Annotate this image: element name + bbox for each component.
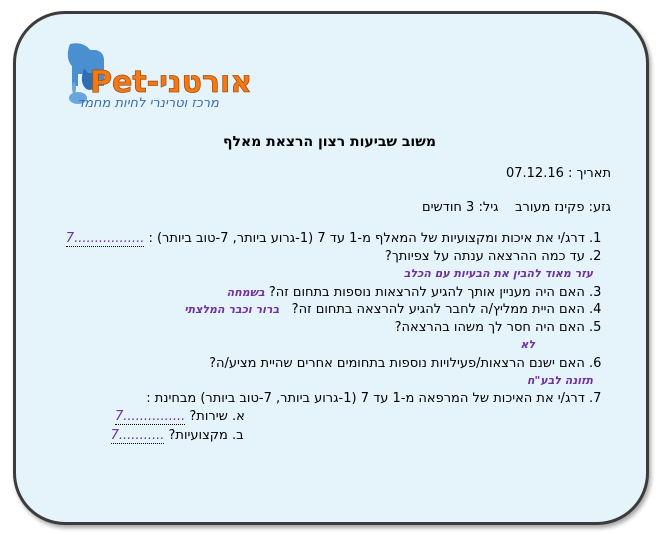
question-text: האם היה חסר לך משהו בהרצאה? (394, 320, 585, 335)
question-number: 2. (589, 249, 602, 264)
sub-item-service (115, 409, 254, 425)
question-number: 6. (589, 356, 602, 371)
question-number: 5. (589, 320, 602, 335)
sub-item-professionalism (111, 428, 254, 444)
rating-fill[interactable]: ...............7 (114, 409, 186, 424)
page-title: משוב שביעות רצון הרצאת מאלף (223, 134, 436, 150)
answer-5[interactable]: לא (520, 338, 535, 351)
date-value: 07.12.16 (505, 166, 564, 181)
answer-4[interactable]: ברור וכבר המלצתי (184, 303, 280, 316)
question-text: האם ישנם הרצאות/פעילויות נוספות בתחומים אחרים שהיית מציע/ה? (209, 356, 585, 371)
question-1 (66, 231, 611, 247)
breed-value: פקינז מעורב (515, 200, 585, 215)
logo-subtitle: מרכז וטרינרי לחיות מחמד (77, 96, 219, 111)
logo-text: Pet-אורטני (90, 65, 253, 100)
question-number: 3. (589, 285, 602, 300)
date-row (506, 166, 611, 181)
breed-label: גזע: (588, 200, 611, 215)
question-4 (184, 302, 611, 317)
answer-6[interactable]: תזונה לבע"ח (526, 374, 593, 387)
question-text: עד כמה ההרצאה ענתה על צפיותך? (384, 249, 585, 264)
question-3 (227, 285, 611, 300)
sub-item-text: מקצועיות? (168, 428, 228, 443)
question-number: 7. (589, 391, 602, 406)
rating-fill[interactable]: ...........7 (110, 428, 165, 443)
question-number: 1. (589, 231, 602, 246)
question-number: 4. (589, 302, 602, 317)
question-text: דרג/י את האיכות של המרפאה מ-1 עד 7 (1-גרוע ביותר, 7-טוב ביותר) מבחינת : (146, 391, 585, 406)
age-label: גיל: (478, 200, 499, 215)
sub-item-letter: א. (232, 409, 245, 424)
question-5 (395, 320, 611, 335)
question-7 (146, 391, 611, 406)
question-text: האם היה מעניין אותך להגיע להרצאות נוספות בתחום זה? (268, 285, 585, 300)
answer-2[interactable]: עזר מאוד להבין את הבעיות עם הכלב (403, 267, 593, 280)
question-text: דרג/י את איכות ומקצועיות של המאלף מ-1 עד 7 (1-גרוע ביותר, 7-טוב ביותר) : (148, 231, 585, 246)
question-6 (209, 356, 611, 371)
question-text: האם היית ממליץ/ה לחבר להגיע להרצאה בתחום זה? (291, 302, 585, 317)
answer-3[interactable]: בשמחה (226, 286, 265, 299)
dog-info-row (422, 200, 611, 215)
date-label: תאריך : (568, 166, 611, 181)
rating-fill[interactable]: .................7 (65, 231, 145, 246)
question-2 (385, 249, 611, 264)
age-value: 3 חודשים (422, 200, 475, 215)
sub-item-text: שירות? (189, 409, 228, 424)
sub-item-letter: ב. (232, 428, 244, 443)
